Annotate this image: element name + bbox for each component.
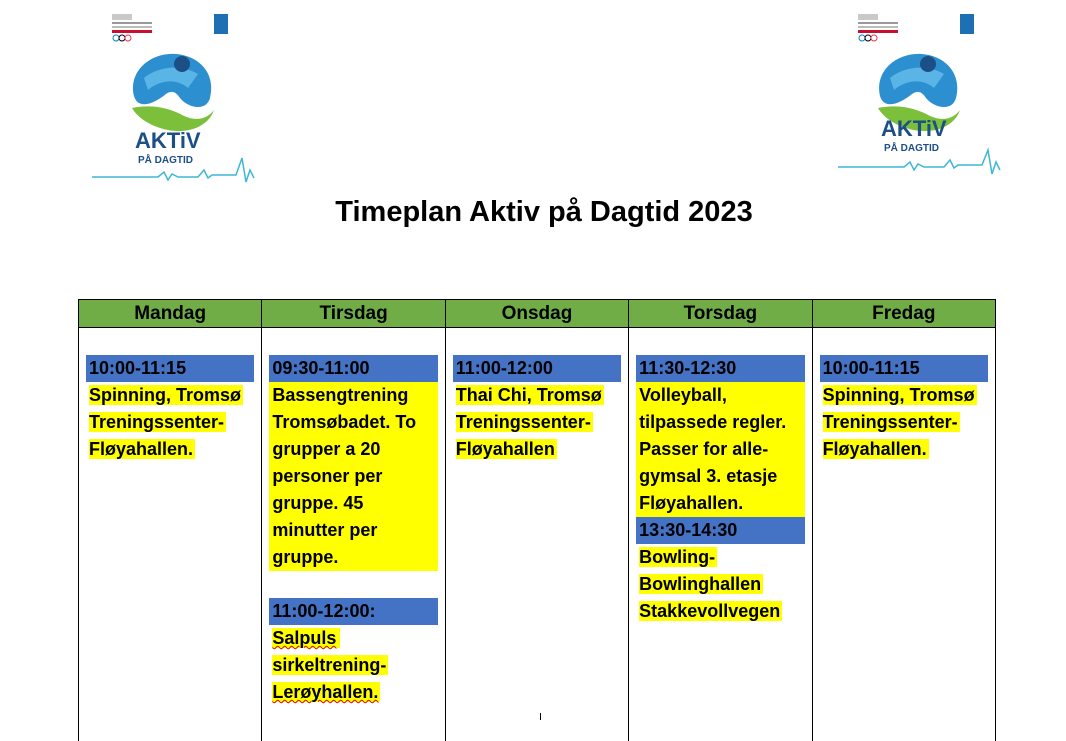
activity-time: 10:00-11:15 <box>820 355 988 382</box>
svg-text:PÅ DAGTID: PÅ DAGTID <box>884 141 939 154</box>
day-header-onsdag: Onsdag <box>445 300 628 328</box>
activity-time: 09:30-11:00 <box>269 355 437 382</box>
activity-block <box>636 355 804 517</box>
activity-description-text: Bowling- Bowlinghallen Stakkevollvegen <box>639 547 782 621</box>
activity-description <box>820 382 988 463</box>
activity-description-text: Spinning, Tromsø Treningssenter-Fløyahallen. <box>89 385 243 459</box>
activity-description <box>269 625 437 706</box>
schedule-table <box>78 299 996 741</box>
activity-description-text: Salpuls <box>272 628 338 648</box>
day-cell-torsdag <box>629 328 812 741</box>
svg-text:AKTiV: AKTiV <box>135 128 201 153</box>
activity-block <box>86 355 254 463</box>
svg-text:AKTiV: AKTiV <box>881 116 947 141</box>
activity-description-text: sirkeltrening- <box>272 628 388 675</box>
activity-description <box>453 382 621 463</box>
activity-block <box>269 598 437 706</box>
activity-description <box>269 382 437 571</box>
activity-block <box>636 517 804 625</box>
activity-description <box>86 382 254 463</box>
aktiv-logo-icon <box>834 12 1004 187</box>
day-header-torsdag: Torsdag <box>629 300 812 328</box>
activity-description-text: Volleyball, tilpassede regler. Passer for alle- gymsal 3. etasje Fløyahallen. <box>639 385 788 513</box>
day-cell-onsdag <box>445 328 628 741</box>
day-cell-fredag <box>812 328 995 741</box>
activity-description <box>636 544 804 625</box>
aktiv-logo-left <box>88 12 258 187</box>
day-cell-tirsdag <box>262 328 445 741</box>
activity-description-text: Lerøyhallen. <box>272 682 380 702</box>
svg-text:PÅ DAGTID: PÅ DAGTID <box>138 153 193 166</box>
day-header-fredag: Fredag <box>812 300 995 328</box>
aktiv-logo-right <box>834 12 1004 187</box>
activity-time: 11:00-12:00: <box>269 598 437 625</box>
day-cell-mandag <box>79 328 262 741</box>
activity-description <box>636 382 804 517</box>
activity-description-text: Thai Chi, Tromsø Treningssenter-Fløyahallen <box>456 385 604 459</box>
schedule-row <box>79 328 996 741</box>
activity-time: 11:00-12:00 <box>453 355 621 382</box>
day-header-tirsdag: Tirsdag <box>262 300 445 328</box>
page-divider <box>540 713 541 720</box>
activity-time: 11:30-12:30 <box>636 355 804 382</box>
aktiv-logo-icon <box>88 12 258 187</box>
activity-time: 13:30-14:30 <box>636 517 804 544</box>
activity-description-text: Spinning, Tromsø Treningssenter-Fløyahallen. <box>823 385 977 459</box>
activity-block <box>453 355 621 463</box>
activity-time: 10:00-11:15 <box>86 355 254 382</box>
activity-block <box>269 355 437 571</box>
activity-block <box>820 355 988 463</box>
page-title: Timeplan Aktiv på Dagtid 2023 <box>0 196 1066 229</box>
activity-description-text: Bassengtrening Tromsøbadet. To grupper a 20 personer per gruppe. 45 minutter per gruppe. <box>272 385 418 567</box>
day-header-mandag: Mandag <box>79 300 262 328</box>
day-header-row <box>79 300 996 328</box>
